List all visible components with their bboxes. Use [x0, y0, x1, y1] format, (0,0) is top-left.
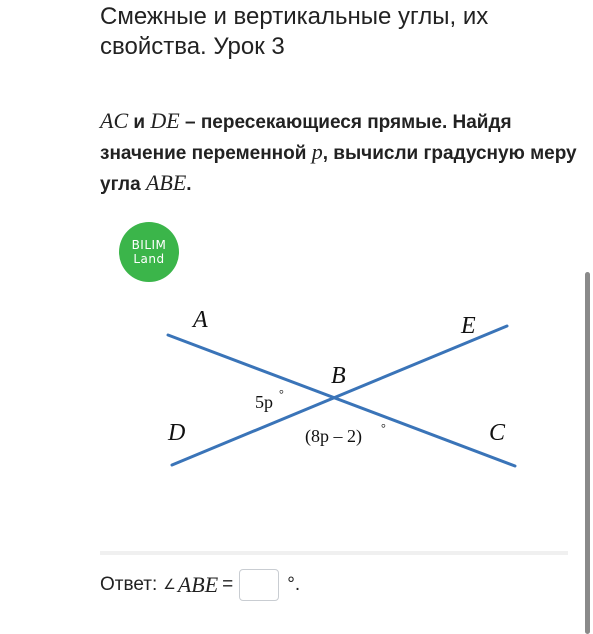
answer-angle-name: ABE: [177, 572, 219, 597]
point-label-c: C: [489, 420, 506, 446]
answer-input[interactable]: [239, 569, 279, 601]
point-label-d: D: [168, 420, 186, 446]
geometry-diagram: [150, 290, 530, 480]
bilimland-logo: [119, 222, 179, 282]
var-ac: AC: [100, 108, 129, 133]
equals-sign: =: [222, 574, 234, 595]
task-text-part: .: [186, 174, 192, 195]
point-label-e: E: [461, 313, 476, 339]
angle-label-8p-2-degree: °: [381, 421, 386, 435]
lesson-title: Смежные и вертикальные углы, их свойства. Урок 3: [100, 3, 489, 60]
var-p: p: [311, 139, 323, 164]
task-text-part: – пересекающиеся прямые. Найдя значение переменной: [100, 112, 512, 164]
answer-label: Ответ:: [100, 574, 158, 595]
task-text-part: и: [128, 112, 151, 133]
degree-unit: °.: [287, 574, 301, 595]
task-text-part: , вычисли градусную меру угла: [100, 143, 577, 195]
point-label-a: A: [193, 307, 208, 333]
point-label-b: B: [331, 363, 346, 389]
logo-line-2: Land: [133, 252, 165, 266]
var-de: DE: [150, 108, 180, 133]
angle-icon: ∠: [163, 577, 176, 593]
scrollbar[interactable]: [585, 272, 590, 634]
section-divider: [100, 551, 568, 555]
logo-line-1: BILIM: [131, 238, 167, 252]
angle-label-8p-2: (8p – 2): [305, 426, 362, 446]
var-abe: ABE: [145, 170, 187, 195]
angle-label-5p: 5p: [255, 392, 273, 412]
task-text: [100, 106, 580, 199]
answer-row: [100, 566, 300, 604]
angle-label-5p-degree: °: [279, 387, 284, 401]
